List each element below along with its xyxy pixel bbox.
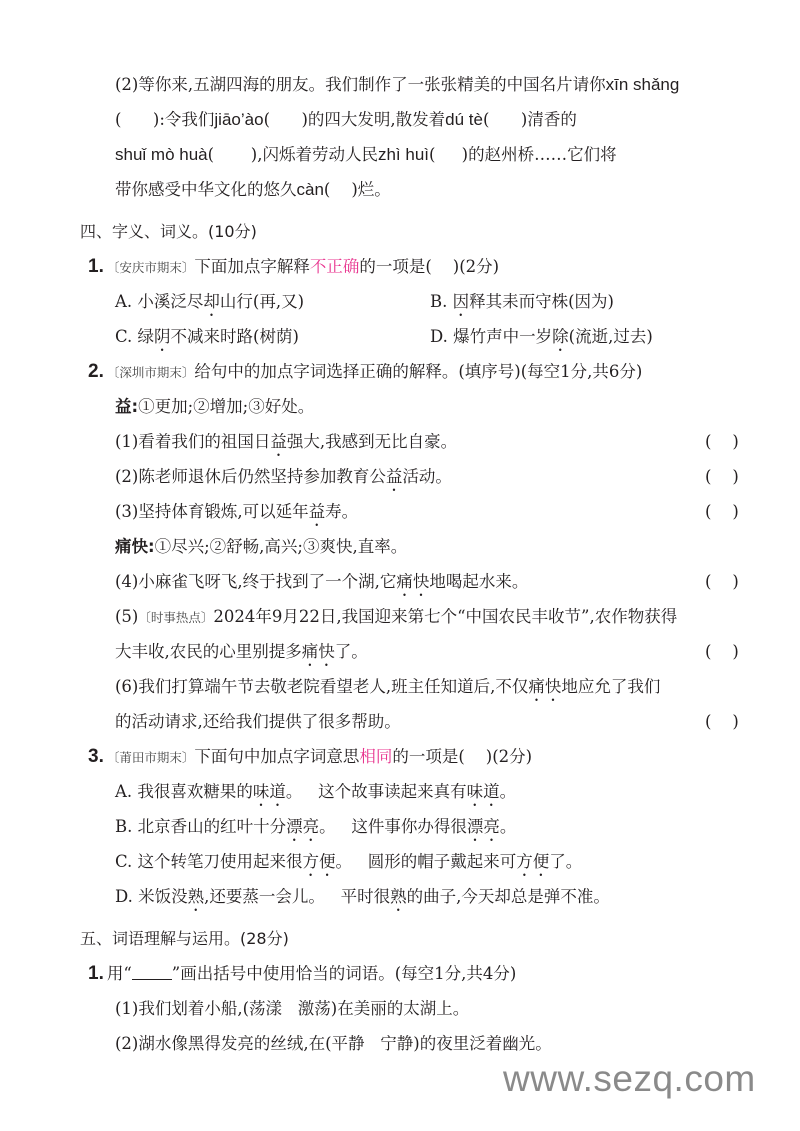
text: 寿。 (325, 502, 359, 521)
text: A. 小溪泛尽 (115, 292, 204, 311)
emphasized-char: 痛快 (528, 677, 562, 696)
answer-blank[interactable]: ( ) (705, 712, 739, 731)
text: shuǐ mò huà (115, 145, 208, 164)
text: (流逝,过去) (568, 327, 653, 346)
text: 给句中的加点字词选择正确的解释。(填序号)(每空1分,共6分) (194, 362, 643, 381)
text-line (0, 669, 800, 704)
text: 用“ (106, 964, 132, 983)
emphasized-char: 益 (308, 502, 326, 521)
question-number: 1. (88, 256, 104, 277)
highlight-text: 相同 (359, 747, 393, 766)
text: ( )的四大发明,散发着 (263, 110, 446, 129)
text: 四、字义、词义。(10分) (80, 222, 257, 241)
question (0, 249, 800, 284)
answer-blank[interactable]: ( ) (705, 432, 739, 451)
text: 下面加点字解释 (194, 257, 310, 276)
text: C. 这个转笔刀使用起来很 (115, 852, 303, 871)
highlight-text: 不正确 (309, 257, 360, 276)
text: B. (430, 292, 453, 311)
text-line (0, 1026, 800, 1061)
option-column-2 (430, 284, 614, 320)
emphasized-char: 痛快 (301, 642, 335, 661)
source-tag: 〔深圳市期末〕 (106, 365, 195, 380)
source-tag: 〔莆田市期末〕 (106, 750, 195, 765)
text-line (0, 172, 800, 207)
text: 五、词语理解与运用。(28分) (80, 929, 289, 948)
text: ”画出括号中使用恰当的词语。(每空1分,共4分) (171, 964, 517, 983)
emphasized-char: 阴 (154, 327, 171, 346)
text: 地喝起水来。 (429, 572, 529, 591)
text: (2)等你来,五湖四海的朋友。我们制作了一张张精美的中国名片请你 (115, 75, 606, 94)
emphasized-char: 味道 (466, 782, 500, 801)
text: (1)我们划着小船,(荡漾 激荡)在美丽的太湖上。 (115, 999, 470, 1018)
source-tag: 〔时事热点〕 (138, 610, 214, 625)
emphasized-char: 漂亮 (466, 817, 500, 836)
emphasized-char: 益 (270, 432, 287, 451)
text: ①尽兴;②舒畅,高兴;③爽快,直率。 (154, 537, 408, 556)
question-number: 2. (88, 361, 104, 382)
watermark: www.sezq.com (503, 1058, 756, 1099)
text-line (0, 564, 800, 599)
text: zhì huì (377, 145, 430, 164)
text-line (0, 634, 800, 669)
text-line (0, 137, 800, 172)
emphasized-char: 益 (385, 467, 403, 486)
text: dú tè (445, 110, 483, 129)
text: 山行(再,又) (219, 292, 305, 311)
text: 益: (115, 397, 139, 416)
section-heading (0, 921, 800, 956)
text: (2)湖水像黑得发亮的丝绒,在(平静 宁静)的夜里泛着幽光。 (115, 1034, 552, 1053)
question (0, 739, 800, 774)
emphasized-char: 却 (203, 292, 220, 311)
option-line (0, 809, 800, 844)
text: 了。 (334, 642, 368, 661)
text: 的活动请求,还给我们提供了很多帮助。 (115, 712, 401, 731)
text: 不减来时路(树荫) (170, 327, 299, 346)
text: 下面句中加点字词意思 (194, 747, 360, 766)
text: ( )清香的 (482, 110, 577, 129)
emphasized-char: 因 (452, 292, 470, 311)
answer-blank[interactable]: ( ) (705, 502, 739, 521)
text: 。 这个故事读起来真有 (285, 782, 467, 801)
option-column-2 (430, 319, 653, 355)
text: (3)坚持体育锻炼,可以延年 (115, 502, 309, 521)
text: 释其耒而守株(因为) (469, 292, 614, 311)
text: (4)小麻雀飞呀飞,终于找到了一个湖,它 (115, 572, 397, 591)
option-line (0, 879, 800, 914)
question (0, 956, 800, 991)
text: 2024年9月22日,我国迎来第七个“中国农民丰收节”,农作物获得 (213, 607, 678, 626)
text-line (0, 424, 800, 459)
emphasized-char: 痛快 (396, 572, 430, 591)
source-tag: 〔安庆市期末〕 (106, 260, 195, 275)
text: ,还要蒸一会儿。 平时很 (204, 887, 391, 906)
option-line (0, 844, 800, 879)
emphasized-char: 除 (552, 327, 569, 346)
text: 带你感受中华文化的悠久 (115, 180, 297, 199)
emphasized-char: 方便 (302, 852, 336, 871)
text: B. 北京香山的红叶十分 (115, 817, 287, 836)
text: ( ):令我们 (115, 110, 215, 129)
text: 大丰收,农民的心里别提多 (115, 642, 302, 661)
question (0, 354, 800, 389)
text-line (0, 102, 800, 137)
text-line (0, 991, 800, 1026)
text: ( )烂。 (323, 180, 391, 199)
answer-blank[interactable]: ( ) (705, 467, 739, 486)
text: (6)我们打算端午节去敬老院看望老人,班主任知道后,不仅 (115, 677, 529, 696)
text: 了。 (549, 852, 583, 871)
text: 。 (499, 817, 517, 836)
emphasized-char: 方便 (516, 852, 550, 871)
text: (2)陈老师退休后仍然坚持参加教育公 (115, 467, 386, 486)
text: 活动。 (402, 467, 452, 486)
option-line (0, 774, 800, 809)
emphasized-char: 味道 (252, 782, 286, 801)
text: jiāo’ào (214, 110, 264, 129)
text-line (0, 67, 800, 102)
emphasized-char: 熟 (390, 887, 407, 906)
text-line (0, 389, 800, 424)
option-line (0, 284, 800, 319)
text-line (0, 599, 800, 634)
text: 的曲子,今天却总是弹不准。 (406, 887, 610, 906)
answer-blank[interactable]: ( ) (705, 572, 739, 591)
text: D. 米饭没 (115, 887, 188, 906)
text: 。 这件事你办得很 (319, 817, 467, 836)
text: 痛快: (115, 537, 155, 556)
underline-blank (132, 965, 172, 980)
text: D. 爆竹声中一岁 (430, 327, 553, 346)
text: càn (296, 180, 324, 199)
answer-blank[interactable]: ( ) (705, 642, 739, 661)
text: ①更加;②增加;③好处。 (138, 397, 315, 416)
text: A. 我很喜欢糖果的 (115, 782, 253, 801)
text: 。 (499, 782, 517, 801)
text: 的一项是( )(2分) (359, 257, 500, 276)
text: (1)看着我们的祖国日 (115, 432, 271, 451)
text: ( ),闪烁着劳动人民 (207, 145, 378, 164)
question-number: 3. (88, 746, 104, 767)
text-line (0, 704, 800, 739)
text: 强大,我感到无比自豪。 (286, 432, 458, 451)
text: 。 圆形的帽子戴起来可 (335, 852, 517, 871)
exam-page (0, 67, 800, 1061)
text: C. 绿 (115, 327, 155, 346)
emphasized-char: 熟 (187, 887, 205, 906)
text: (5) (115, 607, 139, 626)
text: ( )的赵州桥……它们将 (429, 145, 617, 164)
option-line (0, 319, 800, 354)
text-line (0, 529, 800, 564)
question-number: 1. (88, 963, 104, 984)
text: xīn shǎng (605, 75, 680, 94)
text: 的一项是( )(2分) (392, 747, 533, 766)
text-line (0, 494, 800, 529)
section-heading (0, 214, 800, 249)
text-line (0, 459, 800, 494)
text: 地应允了我们 (561, 677, 661, 696)
emphasized-char: 漂亮 (286, 817, 320, 836)
